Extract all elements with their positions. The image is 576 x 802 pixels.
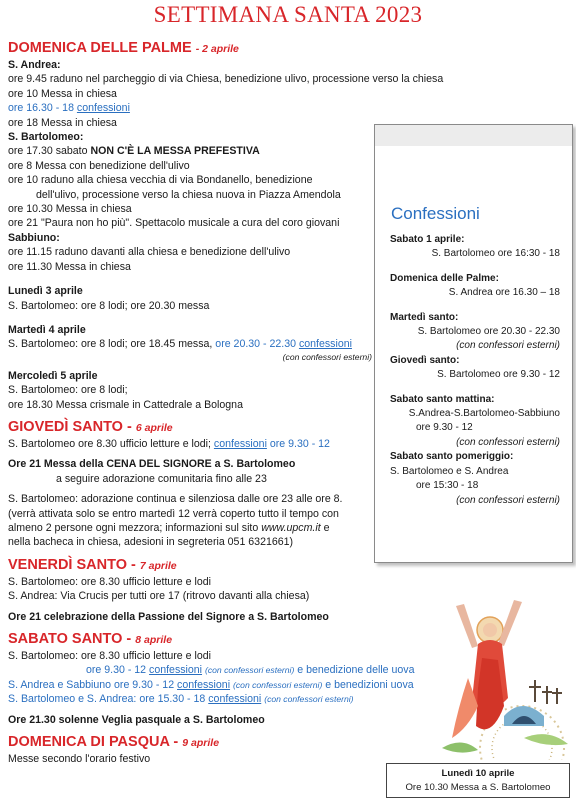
andrea-heading: S. Andrea: <box>8 59 61 71</box>
lunedi-line: S. Bartolomeo: ore 8 lodi; ore 20.30 messa <box>8 299 210 312</box>
lunedi-10-box <box>386 763 570 798</box>
veglia-pasquale: Ore 21.30 solenne Veglia pasquale a S. Bartolomeo <box>8 713 265 726</box>
adorazione-p2: (verrà attivata solo se entro martedì 12 verrà coperto tutto il tempo con <box>8 507 339 520</box>
conf-sabato-1-line: S. Bartolomeo ore 16:30 - 18 <box>431 248 560 260</box>
sabato-line-3-note: (con confessori esterni) <box>233 679 323 690</box>
giovedi-line <box>8 437 376 451</box>
sabato-line-4-link[interactable]: confessioni <box>208 693 262 706</box>
pasqua-date: 9 aprile <box>182 737 220 750</box>
andrea-line-4: ore 18 Messa in chiesa <box>8 116 117 129</box>
venerdi-date: 7 aprile <box>139 559 177 572</box>
lunedi-10-heading: Lunedì 10 aprile <box>441 768 515 779</box>
passione-del-signore: Ore 21 celebrazione della Passione del Signore a S. Bartolomeo <box>8 610 329 623</box>
sabato-line-2-link[interactable]: confessioni <box>149 664 203 677</box>
panel-top-band <box>375 125 572 146</box>
conf-sabato-mattina-line-2: ore 9.30 - 12 <box>416 422 473 434</box>
confessioni-panel <box>374 124 573 563</box>
sabato-line-3-end: e benedizioni uova <box>325 678 414 691</box>
empty-tomb <box>504 706 544 726</box>
sabbiuno-line-2: ore 11.30 Messa in chiesa <box>8 260 131 273</box>
palme-heading <box>8 39 376 58</box>
conf-sabato-pomeriggio-note: (con confessori esterni) <box>456 494 560 506</box>
bartolomeo-heading: S. Bartolomeo: <box>8 131 84 144</box>
conf-sabato-pomeriggio-line-2: ore 15:30 - 18 <box>416 480 479 492</box>
conf-palme-heading: Domenica delle Palme: <box>390 272 499 284</box>
conf-martedi-line: S. Bartolomeo ore 20.30 - 22.30 <box>417 326 560 338</box>
sabato-line-2 <box>8 663 415 677</box>
sabato-line-2-note: (con confessori esterni) <box>204 665 295 676</box>
sabbiuno-heading: Sabbiuno: <box>8 231 60 244</box>
bartolomeo-line-1 <box>8 144 376 158</box>
conf-sabato-1-heading: Sabato 1 aprile: <box>390 234 465 245</box>
conf-sabato-mattina-note: (con confessori esterni) <box>456 436 560 448</box>
andrea-confessioni-time: ore 16.30 - 18 <box>8 102 74 115</box>
andrea-line-2: ore 10 Messa in chiesa <box>8 87 117 100</box>
sabato-date: 8 aprile <box>135 634 173 646</box>
giovedi-title: GIOVEDÌ SANTO - <box>8 418 132 435</box>
website-link[interactable]: www.upcm.it <box>261 521 321 534</box>
resurrection-illustration <box>438 588 574 760</box>
green-foliage <box>442 734 568 752</box>
adorazione-p1: S. Bartolomeo: adorazione continua e silenziosa dalle ore 23 alle ore 8. <box>8 493 343 506</box>
adorazione-p4: nella bacheca in chiesa, adesioni in segreteria 051 6321661) <box>8 536 294 549</box>
conf-sabato-pomeriggio-heading: Sabato santo pomeriggio: <box>390 451 514 463</box>
bartolomeo-line-1-b: NON C'È LA MESSA PREFESTIVA <box>90 145 260 158</box>
martedi-note: (con confessori esterni) <box>282 351 372 362</box>
sabato-line-3 <box>8 678 414 692</box>
martedi-heading: Martedì 4 aprile <box>8 323 86 336</box>
martedi-line-a: S. Bartolomeo: ore 8 lodi; ore 18.45 messa, <box>8 338 213 351</box>
giovedi-confessioni-link[interactable]: confessioni <box>213 437 267 450</box>
adorazione-p3-a: almeno 2 persone ogni mezzora; informazioni sul sito <box>8 521 259 534</box>
adorazione-p3-c: e <box>320 521 330 534</box>
bartolomeo-line-1-a: ore 17.30 sabato <box>8 145 88 158</box>
conf-sabato-mattina-line-1: S.Andrea-S.Bartolomeo-Sabbiuno <box>408 408 560 420</box>
mercoledi-line-1: S. Bartolomeo: ore 8 lodi; <box>8 384 128 397</box>
martedi-line <box>8 337 376 351</box>
conf-martedi-note: (con confessori esterni) <box>456 340 560 352</box>
conf-sabato-pomeriggio-line-1: S. Bartolomeo e S. Andrea <box>390 465 509 477</box>
bartolomeo-line-5: ore 21 "Paura non ho più". Spettacolo musicale a cura del coro giovani <box>8 217 340 230</box>
bartolomeo-line-4: ore 10.30 Messa in chiesa <box>8 203 132 216</box>
martedi-confessioni-time: ore 20.30 - 22.30 <box>215 338 296 351</box>
bartolomeo-line-3a: ore 10 raduno alla chiesa vecchia di via Bondanello, benedizione <box>8 174 313 187</box>
adorazione-comunitaria: a seguire adorazione comunitaria fino alle 23 <box>56 472 267 485</box>
confessioni-title: Confessioni <box>391 204 480 223</box>
sabbiuno-line-1: ore 11.15 raduno davanti alla chiesa e benedizione dell'ulivo <box>8 246 291 259</box>
pasqua-heading <box>8 733 376 752</box>
palme-date: - 2 aprile <box>195 43 239 55</box>
lunedi-heading: Lunedì 3 aprile <box>8 285 83 298</box>
mercoledi-heading: Mercoledì 5 aprile <box>8 369 98 382</box>
giovedi-line-a: S. Bartolomeo ore 8.30 ufficio letture e lodi; <box>8 437 211 450</box>
venerdi-line-2: S. Andrea: Via Crucis per tutti ore 17 (ritrovo davanti alla chiesa) <box>8 590 310 603</box>
bartolomeo-line-3b: dell'ulivo, processione verso la chiesa nuova in Piazza Amendola <box>36 188 341 201</box>
mercoledi-line-2: ore 18.30 Messa crismale in Cattedrale a Bologna <box>8 398 243 411</box>
sabato-line-3-a: S. Andrea e Sabbiuno ore 9.30 - 12 <box>8 678 175 691</box>
giovedi-heading <box>8 418 376 437</box>
confessioni-list <box>375 233 572 508</box>
conf-giovedi-line: S. Bartolomeo ore 9.30 - 12 <box>437 369 560 381</box>
sabato-line-4-note: (con confessori esterni) <box>264 694 354 705</box>
sabato-title: SABATO SANTO - <box>8 631 132 647</box>
lunedi-10-line: Ore 10.30 Messa a S. Bartolomeo <box>405 782 551 793</box>
venerdi-line-1: S. Bartolomeo: ore 8.30 ufficio letture e lodi <box>8 575 211 588</box>
palme-title: DOMENICA DELLE PALME <box>8 40 192 56</box>
conf-martedi-heading: Martedì santo: <box>390 311 459 323</box>
andrea-line-3 <box>8 101 376 115</box>
pasqua-title: DOMENICA DI PASQUA - <box>8 734 179 751</box>
venerdi-heading <box>8 556 376 575</box>
giovedi-date: 6 aprile <box>135 421 173 434</box>
conf-giovedi-heading: Giovedì santo: <box>390 354 460 366</box>
page-title: SETTIMANA SANTA 2023 <box>153 2 423 27</box>
pasqua-line: Messe secondo l'orario festivo <box>8 753 151 766</box>
sabato-line-4-a: S. Bartolomeo e S. Andrea: ore 15.30 - 18 <box>8 693 206 706</box>
cena-del-signore: Ore 21 Messa della CENA DEL SIGNORE a S. Bartolomeo <box>8 458 296 471</box>
andrea-confessioni-link[interactable]: confessioni <box>76 102 130 115</box>
conf-palme-line: S. Andrea ore 16.30 – 18 <box>448 287 560 299</box>
conf-sabato-mattina-heading: Sabato santo mattina: <box>390 393 495 405</box>
sabato-line-2-time: ore 9.30 - 12 <box>86 664 147 677</box>
sabato-line-1: S. Bartolomeo: ore 8.30 ufficio letture e lodi <box>8 650 211 662</box>
venerdi-title: VENERDÌ SANTO - <box>8 556 136 573</box>
bartolomeo-line-2: ore 8 Messa con benedizione dell'ulivo <box>8 159 190 172</box>
sabato-line-2-end: e benedizione delle uova <box>297 664 415 677</box>
sabato-line-3-link[interactable]: confessioni <box>177 678 231 691</box>
sabato-line-4 <box>8 692 376 706</box>
crosses <box>529 680 562 704</box>
giovedi-confessioni-time: ore 9.30 - 12 <box>269 437 330 450</box>
martedi-confessioni-link[interactable]: confessioni <box>298 338 352 351</box>
andrea-line-1: ore 9.45 raduno nel parcheggio di via Chiesa, benedizione ulivo, processione verso la chiesa <box>8 73 444 86</box>
sabato-heading <box>8 630 376 649</box>
adorazione-p3 <box>8 521 376 535</box>
